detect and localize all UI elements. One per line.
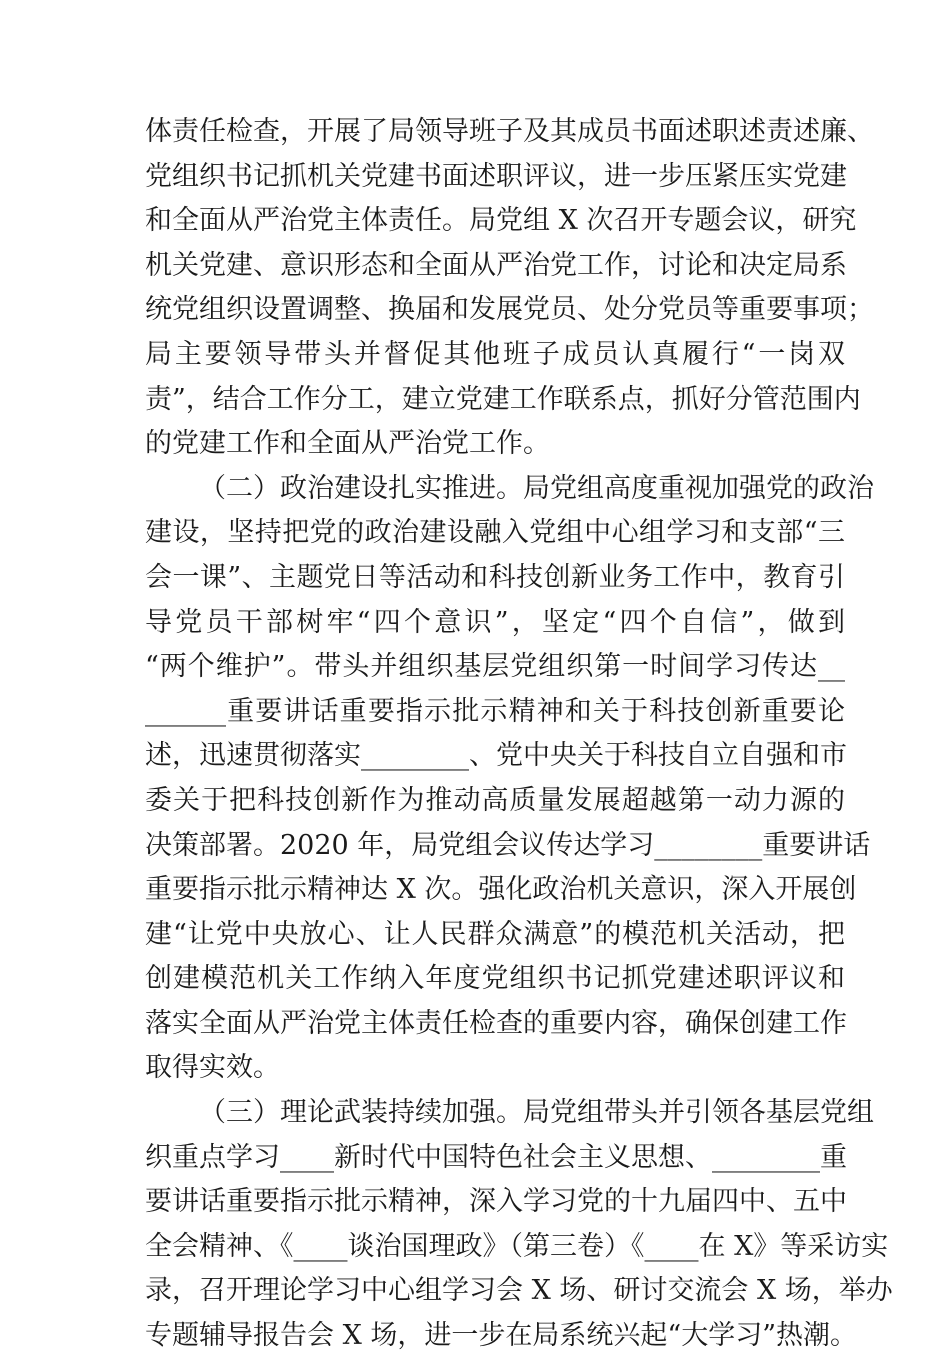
text-line-content: 要讲话重要指示批示精神，深入学习党的十九届四中、五中 — [145, 1186, 847, 1218]
text-line — [145, 913, 845, 958]
text-line — [145, 734, 845, 779]
text-line-content: 的党建工作和全面从严治党工作。 — [145, 428, 550, 460]
text-line-content: 建设，坚持把党的政治建设融入党组中心组学习和支部“三 — [145, 517, 845, 549]
text-line-content: 统党组织设置调整、换届和发展党员、处分党员等重要事项； — [145, 294, 874, 326]
text-line — [145, 1136, 845, 1181]
text-line — [145, 288, 874, 333]
text-line — [145, 244, 845, 289]
text-line-content: （三）理论武装持续加强。局党组带头并引领各基层党组 — [199, 1097, 874, 1129]
text-line — [145, 511, 845, 556]
text-line-content: 导党员干部树牢“四个意识”，坚定“四个自信”，做到 — [145, 606, 845, 638]
text-line-content: 党组织书记抓机关党建书面述职评议，进一步压紧压实党建 — [145, 160, 847, 192]
text-line — [145, 1091, 874, 1136]
text-line-content: ______重要讲话重要指示批示精神和关于科技创新重要论 — [145, 695, 845, 727]
text-line — [145, 645, 845, 690]
text-line-content: 取得实效。 — [145, 1052, 280, 1084]
text-line — [145, 1269, 893, 1314]
text-line — [145, 779, 845, 824]
text-line-content: 会一课”、主题党日等活动和科技创新业务工作中，教育引 — [145, 561, 845, 593]
text-line-content: 委关于把科技创新作为推动高质量发展超越第一动力源的 — [145, 784, 845, 816]
text-line — [145, 957, 845, 1002]
text-line — [145, 1225, 889, 1270]
text-line-content: 机关党建、意识形态和全面从严治党工作，讨论和决定局系 — [145, 249, 847, 281]
body-text — [145, 110, 893, 1359]
text-line-content: 织重点学习____新时代中国特色社会主义思想、________重 — [145, 1141, 847, 1173]
text-line-content: 重要指示批示精神达 X 次。强化政治机关意识，深入开展创 — [145, 874, 857, 906]
text-line-content: （二）政治建设扎实推进。局党组高度重视加强党的政治 — [199, 472, 874, 504]
text-line — [145, 333, 845, 378]
text-line — [145, 1314, 857, 1359]
text-line-content: 建“让党中央放心、让人民群众满意”的模范机关活动，把 — [145, 918, 845, 950]
text-line-content: 体责任检查，开展了局领导班子及其成员书面述职述责述廉、 — [145, 116, 874, 147]
text-line — [145, 467, 874, 512]
text-line — [145, 422, 845, 467]
text-line — [145, 378, 861, 423]
text-line-content: 决策部署。2020 年，局党组会议传达学习________重要讲话 — [145, 829, 871, 861]
text-line — [145, 690, 845, 735]
text-line-content: 责”，结合工作分工，建立党建工作联系点，抓好分管范围内 — [145, 383, 861, 415]
text-line-content: 和全面从严治党主体责任。局党组 X 次召开专题会议，研究 — [145, 205, 857, 237]
text-line-content: 局主要领导带头并督促其他班子成员认真履行“一岗双 — [145, 338, 845, 370]
text-line-content: 述，迅速贯彻落实________、党中央关于科技自立自强和市 — [145, 740, 847, 772]
text-line — [145, 199, 857, 244]
text-line — [145, 868, 857, 913]
text-line-content: 全会精神、《____谈治国理政》（第三卷）《____在 X》等采访实 — [145, 1230, 889, 1262]
text-line — [145, 1046, 845, 1091]
text-line-content: 录，召开理论学习中心组学习会 X 场、研讨交流会 X 场，举办 — [145, 1275, 893, 1307]
text-line-content: 落实全面从严治党主体责任检查的重要内容，确保创建工作 — [145, 1007, 847, 1039]
text-line-content: 专题辅导报告会 X 场，进一步在局系统兴起“大学习”热潮。 — [145, 1320, 857, 1352]
text-line-content: “两个维护”。带头并组织基层党组织第一时间学习传达__ — [145, 651, 845, 683]
text-line — [145, 110, 874, 155]
text-line — [145, 601, 845, 646]
text-line — [145, 556, 845, 601]
text-line — [145, 824, 871, 869]
text-line — [145, 1002, 845, 1047]
text-line-content: 创建模范机关工作纳入年度党组织书记抓党建述职评议和 — [145, 963, 845, 995]
text-line — [145, 155, 845, 200]
text-line — [145, 1180, 845, 1225]
